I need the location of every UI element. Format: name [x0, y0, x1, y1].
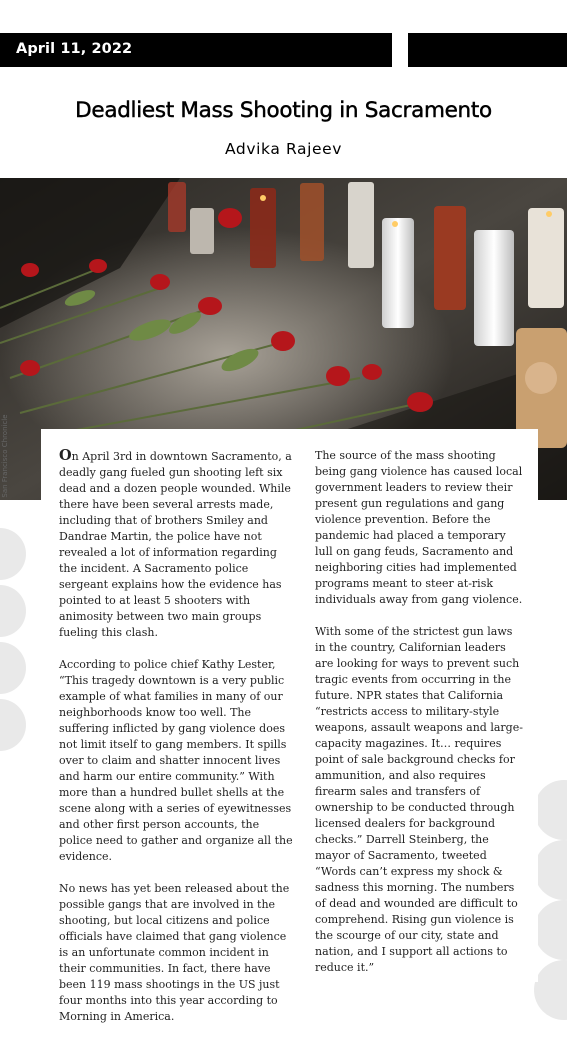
- decorative-circle: [0, 585, 26, 637]
- paragraph: [59, 448, 295, 641]
- publication-date: April 11, 2022: [16, 41, 133, 57]
- article-column-left: [59, 448, 295, 1041]
- drop-cap: O: [59, 447, 72, 464]
- decorative-circle: [534, 960, 567, 1020]
- paragraph: With some of the strictest gun laws in the country, Californian leaders are looking for ways to prevent such tragic events from occurring in the future. NPR states that California “restricts access to military-style weapons, assault weapons and large-capacity magazines. It… requires point of sale background checks for ammunition, and also requires firearm sales and transfers of ownership to be conducted through licensed dealers for background checks.” Darrell Steinberg, the mayor of Sacramento, tweeted “Words can’t express my shock & sadness this morning. The numbers of dead and wounded are difficult to comprehend. Rising gun violence is the scourge of our city, state and nation, and I support all actions to reduce it.”: [315, 625, 523, 974]
- decorative-circle: [534, 780, 567, 840]
- decorative-circle: [0, 528, 26, 580]
- paragraph: The source of the mass shooting being gang violence has caused local government leaders to review their present gun regulations and gang violence prevention. Before the pandemic had placed a temporary lull on gang feuds, Sacramento and neighboring cities had implemented programs meant to steer at-risk individuals away from gang violence.: [315, 449, 523, 606]
- article-column-right: [315, 448, 523, 992]
- paragraph: No news has yet been released about the possible gangs that are involved in the shooting, but local citizens and police officials have claimed that gang violence is an unfortunate common incident in their communities. In fact, there have been 119 mass shootings in the US just four months into this year according to Morning in America.: [59, 882, 290, 1023]
- article-body: [41, 429, 538, 1023]
- decorative-circle: [534, 840, 567, 900]
- paragraph-text: n April 3rd in downtown Sacramento, a deadly gang fueled gun shooting left six dead and a dozen people wounded. While there have been several arrests made, including that of brothers Smiley and Dandrae Martin, the police have not revealed a lot of information regarding the incident. A Sacramento police sergeant explains how the evidence has pointed to at least 5 shooters with animosity between two main groups fueling this clash.: [59, 450, 292, 639]
- decorative-circle: [0, 699, 26, 751]
- article-author: Advika Rajeev: [224, 140, 343, 158]
- decorative-circle: [534, 900, 567, 960]
- paragraph: According to police chief Kathy Lester, “This tragedy downtown is a very public example of what families in many of our neighborhoods know too well. The suffering inflicted by gang violence does not limit itself to gang members. It spills over to claim and shatter innocent lives and harm our entire community.” With more than a hundred bullet shells at the scene along with a series of eyewitnesses and other first person accounts, the police need to gather and organize all the evidence.: [59, 658, 293, 863]
- header-bar-right: [408, 33, 567, 67]
- decorative-circle: [0, 642, 26, 694]
- photo-credit: San Francisco Chronicle: [1, 414, 9, 498]
- article-title: Deadliest Mass Shooting in Sacramento: [75, 98, 492, 123]
